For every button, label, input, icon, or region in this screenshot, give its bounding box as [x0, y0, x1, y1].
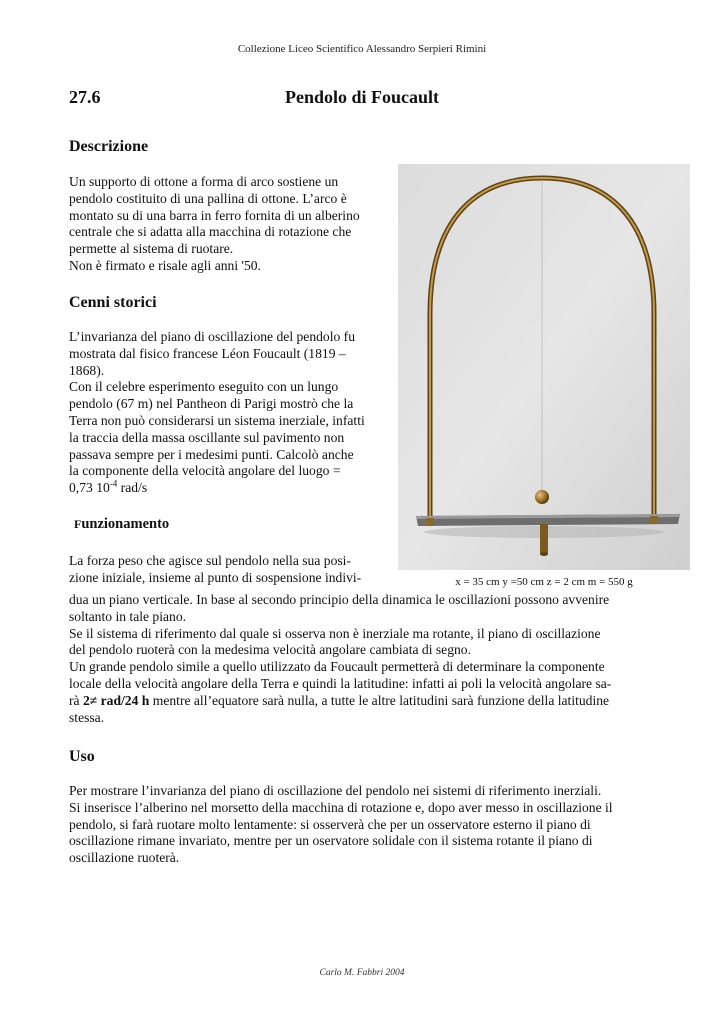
text-line: centrale che si adatta alla macchina di rotazione che [69, 224, 352, 240]
text-line: stessa. [69, 709, 105, 725]
text-line: Per mostrare l’invarianza del piano di oscillazione del pendolo nei sistemi di riferimento inerziali. [69, 783, 602, 798]
shaft-tip [540, 552, 548, 556]
text-line: 1868). [69, 362, 105, 378]
left-foot [426, 518, 434, 526]
right-foot [650, 516, 658, 524]
formula-value: 0,73 10 [69, 480, 110, 496]
page-footer: Carlo M. Fabbri 2004 [319, 968, 405, 978]
text-line: oscillazione ruoterà. [69, 850, 180, 866]
text-line: montato su di una barra in ferro fornita di un alberino [69, 207, 360, 223]
heading-uso: Uso [69, 748, 95, 765]
text-line: La forza peso che agisce sul pendolo nella sua posi- [69, 553, 351, 568]
descrizione-text [69, 174, 394, 275]
text-line: L’invarianza del piano di oscillazione del pendolo fu [69, 329, 356, 344]
formula-line [69, 480, 394, 497]
formula-exponent: -4 [109, 478, 118, 489]
heading-funzionamento [74, 516, 169, 533]
heading-initial: F [74, 517, 82, 531]
pendulum-photo [398, 164, 690, 570]
photo-caption: x = 35 cm y =50 cm z = 2 cm m = 550 g [455, 576, 633, 588]
text-line: zione iniziale, insieme al punto di sospensione indivi- [69, 569, 362, 585]
funzionamento-text-narrow [69, 553, 389, 587]
text-line: locale della velocità angolare della Terra e quindi la latitudine: infatti ai poli la velocità angolare sa- [69, 675, 612, 691]
text-fragment: mentre all’equatore sarà nulla, a tutte le altre latitudini sarà funzione della latitudine [149, 692, 610, 708]
text-line: la traccia della massa oscillante sul pavimento non [69, 429, 345, 445]
cenni-text [69, 329, 394, 497]
text-line: Se il sistema di riferimento dal quale si osserva non è inerziale ma rotante, il piano di oscillazione [69, 625, 601, 641]
heading-rest: unzionamento [81, 516, 170, 532]
text-line: mostrata dal fisico francese Léon Foucault (1819 – [69, 345, 346, 361]
text-line: oscillazione rimane invariato, mentre per un oservatore solidale con il sistema rotante il piano di [69, 833, 593, 849]
text-line: dua un piano verticale. In base al secondo principio della dinamica le oscillazioni possono avvenire [69, 592, 610, 607]
brass-ball [535, 490, 549, 504]
funzionamento-text-wide [69, 592, 659, 726]
text-line: pendolo costituito di una pallina di ottone. L’arco è [69, 190, 347, 206]
section-number: 27.6 [69, 87, 101, 107]
text-line: Un grande pendolo simile a quello utilizzato da Foucault permetterà di determinare la componente [69, 659, 605, 675]
text-line: la componente della velocità angolare del luogo = [69, 463, 341, 479]
page-header: Collezione Liceo Scientifico Alessandro Serpieri Rimini [237, 43, 487, 55]
text-line: Terra non può considerarsi un sistema inerziale, infatti [69, 412, 365, 428]
uso-text [69, 783, 669, 867]
text-line: soltanto in tale piano. [69, 608, 187, 624]
omega-line [69, 693, 659, 710]
text-line: passava sempre per i medesimi punti. Calcolò anche [69, 446, 354, 462]
text-line: permette al sistema di ruotare. [69, 241, 234, 257]
text-line: del pendolo ruoterà con la medesima velocità angolare cambiata di segno. [69, 642, 471, 658]
heading-cenni-storici: Cenni storici [69, 294, 157, 311]
page-title: Pendolo di Foucault [285, 87, 440, 107]
text-line: Un supporto di ottone a forma di arco sostiene un [69, 174, 339, 189]
central-shaft [540, 524, 548, 554]
text-fragment: rà [69, 692, 83, 708]
text-line: Non è firmato e risale agli anni '50. [69, 257, 261, 273]
text-line: Si inserisce l’alberino nel morsetto della macchina di rotazione e, dopo aver messo in oscillazione il [69, 799, 613, 815]
photo-background [398, 164, 690, 570]
heading-descrizione: Descrizione [69, 138, 149, 155]
text-line: Con il celebre esperimento eseguito con un lungo [69, 379, 339, 395]
omega-value: 2≠ rad/24 h [82, 692, 150, 708]
text-line: pendolo (67 m) nel Pantheon di Parigi mostrò che la [69, 396, 354, 412]
formula-unit: rad/s [117, 480, 148, 496]
text-line: pendolo, si farà ruotare molto lentamente: si osserverà che per un osservatore esterno il piano di [69, 816, 591, 832]
